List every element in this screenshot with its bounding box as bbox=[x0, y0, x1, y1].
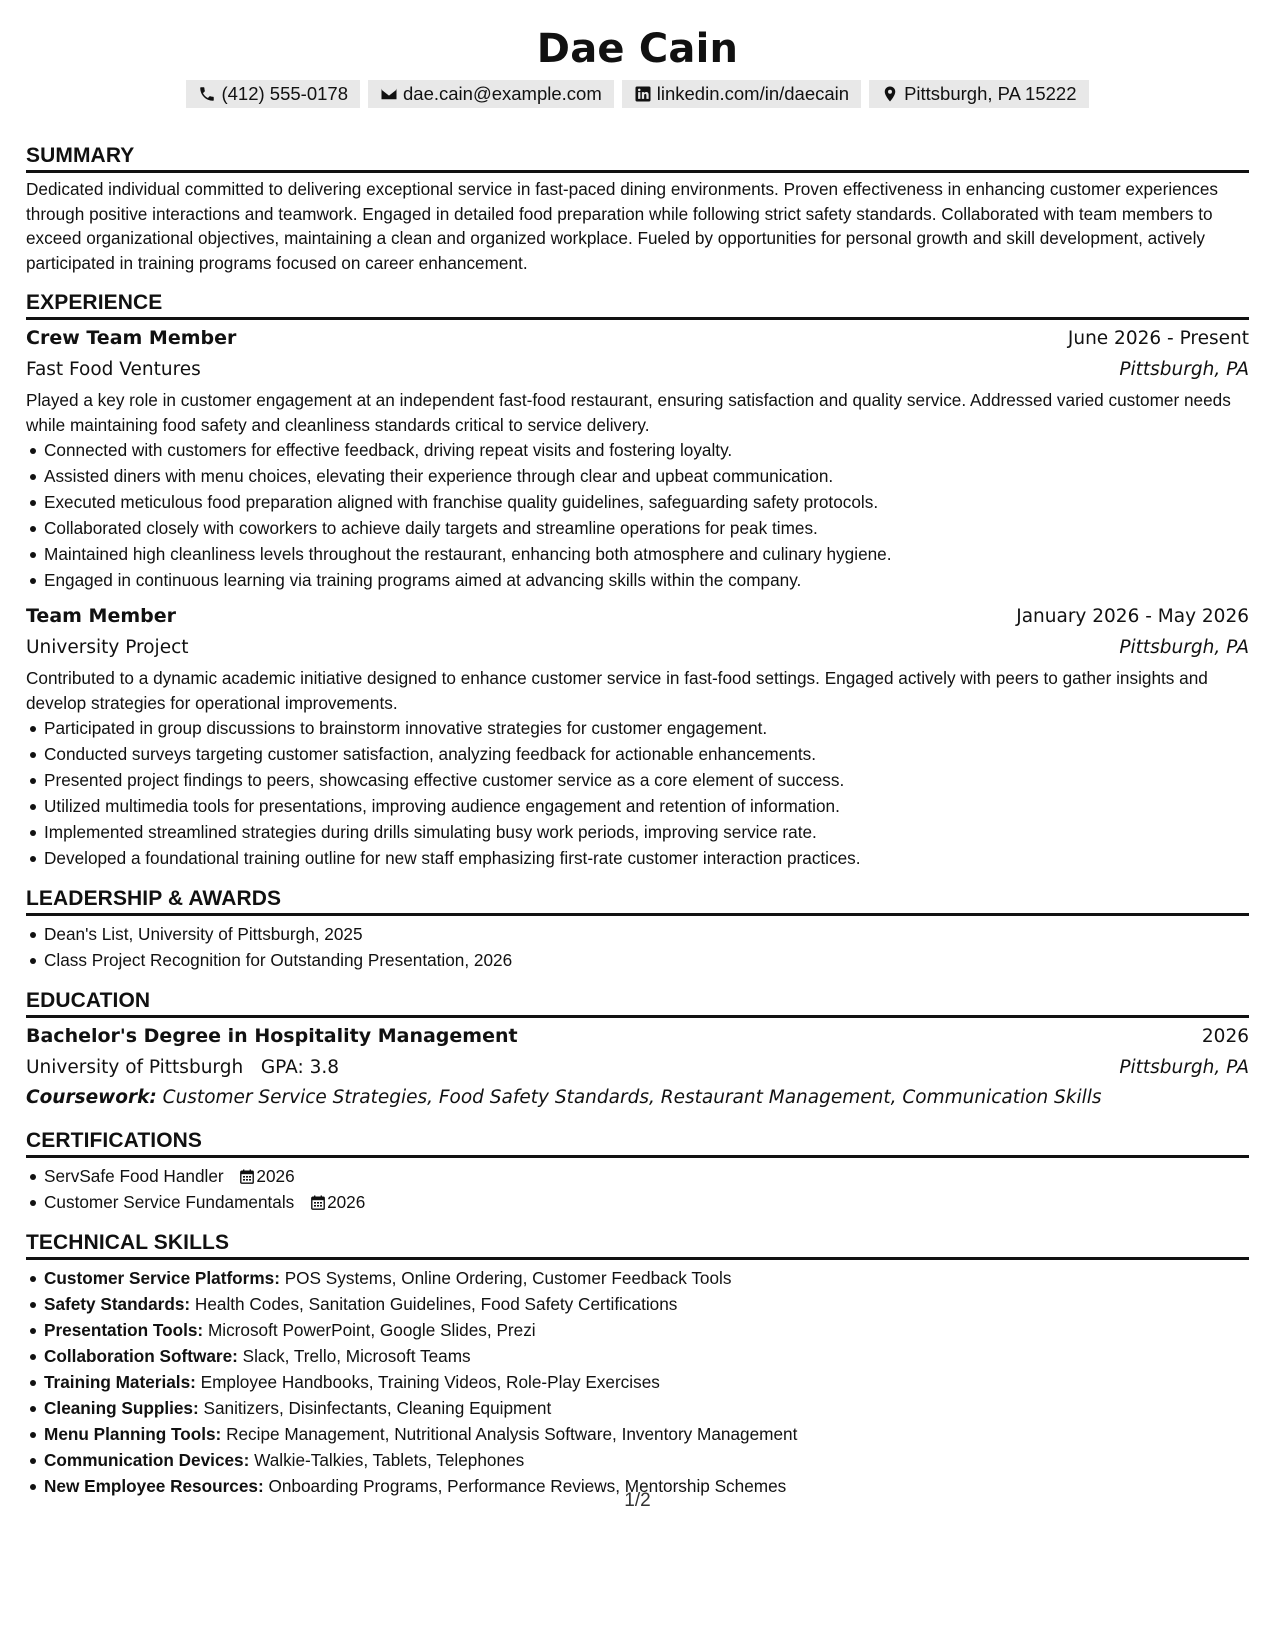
list-item: Executed meticulous food preparation aligned with franchise quality guidelines, safeguarding safety protocols. bbox=[44, 489, 1249, 515]
school-name: University of Pittsburgh bbox=[26, 1057, 244, 1078]
job-title: Crew Team Member bbox=[26, 327, 237, 349]
leadership-heading: LEADERSHIP & AWARDS bbox=[26, 885, 1249, 916]
job-entry bbox=[26, 323, 1249, 593]
skill-value: Walkie-Talkies, Tablets, Telephones bbox=[254, 1450, 525, 1470]
experience-heading: EXPERIENCE bbox=[26, 289, 1249, 320]
certifications-heading: CERTIFICATIONS bbox=[26, 1127, 1249, 1158]
contact-phone-text: (412) 555-0178 bbox=[221, 83, 348, 104]
degree-year: 2026 bbox=[1201, 1026, 1249, 1047]
skills-section bbox=[26, 1229, 1249, 1499]
skill-label: Safety Standards: bbox=[44, 1294, 191, 1314]
list-item: Maintained high cleanliness levels throughout the restaurant, enhancing both atmosphere and culinary hygiene. bbox=[44, 541, 1249, 567]
school-location: Pittsburgh, PA bbox=[1119, 1057, 1249, 1078]
gpa: GPA: 3.8 bbox=[260, 1057, 340, 1078]
list-item: Developed a foundational training outline for new staff emphasizing first-rate customer interaction practices. bbox=[44, 845, 1249, 871]
skill-label: Communication Devices: bbox=[44, 1450, 250, 1470]
job-bullets bbox=[26, 715, 1249, 871]
skill-label: Customer Service Platforms: bbox=[44, 1268, 280, 1288]
job-dates: January 2026 - May 2026 bbox=[1016, 606, 1249, 627]
contact-phone[interactable] bbox=[186, 80, 360, 108]
calendar-icon bbox=[311, 1195, 325, 1210]
list-item bbox=[44, 1189, 1249, 1215]
list-item: Dean's List, University of Pittsburgh, 2025 bbox=[44, 921, 1249, 947]
page-number: 1/2 bbox=[624, 1490, 651, 1511]
coursework-list: Customer Service Strategies, Food Safety Standards, Restaurant Management, Communication Skills bbox=[162, 1087, 1102, 1108]
list-item: Participated in group discussions to brainstorm innovative strategies for customer engagement. bbox=[44, 715, 1249, 741]
skill-label: Menu Planning Tools: bbox=[44, 1424, 222, 1444]
certifications-section bbox=[26, 1127, 1249, 1215]
leadership-section bbox=[26, 885, 1249, 973]
skill-value: Sanitizers, Disinfectants, Cleaning Equipment bbox=[203, 1398, 552, 1418]
job-dates: June 2026 - Present bbox=[1067, 328, 1249, 349]
skill-label: Presentation Tools: bbox=[44, 1320, 204, 1340]
summary-heading: SUMMARY bbox=[26, 142, 1249, 173]
list-item: Conducted surveys targeting customer satisfaction, analyzing feedback for actionable enhancements. bbox=[44, 741, 1249, 767]
job-description: Contributed to a dynamic academic initiative designed to enhance customer service in fast-food settings. Engaged actively with peers to gather insights and develop strategies for operational improvements. bbox=[26, 668, 1208, 713]
skill-label: Collaboration Software: bbox=[44, 1346, 238, 1366]
envelope-icon bbox=[380, 85, 398, 103]
skill-value: Recipe Management, Nutritional Analysis Software, Inventory Management bbox=[226, 1424, 798, 1444]
education-section bbox=[26, 987, 1249, 1113]
job-company: University Project bbox=[26, 637, 189, 658]
list-item: Class Project Recognition for Outstanding Presentation, 2026 bbox=[44, 947, 1249, 973]
coursework-label: Coursework: bbox=[26, 1087, 157, 1108]
skill-value: Employee Handbooks, Training Videos, Role-Play Exercises bbox=[200, 1372, 660, 1392]
contact-location-text: Pittsburgh, PA 15222 bbox=[904, 83, 1077, 104]
contact-bar bbox=[26, 80, 1249, 108]
phone-icon bbox=[198, 85, 216, 103]
contact-linkedin-text: linkedin.com/in/daecain bbox=[656, 83, 850, 104]
contact-location bbox=[869, 80, 1088, 108]
contact-email-text: dae.cain@example.com bbox=[403, 83, 602, 104]
job-company: Fast Food Ventures bbox=[26, 359, 201, 380]
skill-value: Microsoft PowerPoint, Google Slides, Prezi bbox=[207, 1320, 536, 1340]
list-item bbox=[44, 1291, 1249, 1317]
leadership-list bbox=[26, 921, 1249, 973]
job-entry bbox=[26, 601, 1249, 871]
linkedin-icon bbox=[634, 85, 652, 103]
list-item: Engaged in continuous learning via training programs aimed at advancing skills within the company. bbox=[44, 567, 1249, 593]
certifications-list bbox=[26, 1163, 1249, 1215]
list-item bbox=[44, 1369, 1249, 1395]
list-item: Connected with customers for effective feedback, driving repeat visits and fostering loyalty. bbox=[44, 437, 1249, 463]
list-item bbox=[44, 1317, 1249, 1343]
list-item bbox=[44, 1447, 1249, 1473]
list-item bbox=[44, 1395, 1249, 1421]
job-description: Played a key role in customer engagement at an independent fast-food restaurant, ensuring satisfaction and quality service. Addressed varied customer needs while maintaining food safety and cleanliness standards critical to service delivery. bbox=[26, 390, 1231, 435]
skill-label: Cleaning Supplies: bbox=[44, 1398, 199, 1418]
list-item bbox=[44, 1343, 1249, 1369]
skill-label: New Employee Resources: bbox=[44, 1476, 264, 1496]
contact-email[interactable] bbox=[368, 80, 614, 108]
list-item: Utilized multimedia tools for presentations, improving audience engagement and retention of information. bbox=[44, 793, 1249, 819]
list-item: Implemented streamlined strategies during drills simulating busy work periods, improving service rate. bbox=[44, 819, 1249, 845]
candidate-name: Dae Cain bbox=[536, 26, 739, 72]
skill-value: POS Systems, Online Ordering, Customer Feedback Tools bbox=[284, 1268, 732, 1288]
job-title: Team Member bbox=[26, 605, 177, 627]
job-location: Pittsburgh, PA bbox=[1119, 359, 1249, 380]
cert-year: 2026 bbox=[327, 1192, 366, 1212]
list-item bbox=[44, 1421, 1249, 1447]
list-item: Presented project findings to peers, showcasing effective customer service as a core element of success. bbox=[44, 767, 1249, 793]
list-item: Collaborated closely with coworkers to achieve daily targets and streamline operations for peak times. bbox=[44, 515, 1249, 541]
skill-value: Health Codes, Sanitation Guidelines, Food Safety Certifications bbox=[194, 1294, 678, 1314]
contact-linkedin[interactable] bbox=[622, 80, 861, 108]
resume-page bbox=[26, 22, 1249, 1499]
calendar-icon bbox=[240, 1169, 254, 1184]
education-heading: EDUCATION bbox=[26, 987, 1249, 1018]
coursework bbox=[26, 1083, 1249, 1113]
cert-name: ServSafe Food Handler bbox=[44, 1166, 224, 1186]
list-item: Assisted diners with menu choices, elevating their experience through clear and upbeat communication. bbox=[44, 463, 1249, 489]
experience-section bbox=[26, 289, 1249, 871]
skill-value: Onboarding Programs, Performance Reviews, Mentorship Schemes bbox=[268, 1476, 787, 1496]
skills-list bbox=[26, 1265, 1249, 1499]
summary-section bbox=[26, 142, 1249, 275]
summary-text: Dedicated individual committed to delivering exceptional service in fast-paced dining environments. Proven effectiveness in enhancing customer experiences through positive interactions and teamwork. Engaged in detailed food preparation while following strict safety standards. Collaborated with team members to exceed organizational objectives, maintaining a clean and organized workplace. Fueled by opportunities for personal growth and skill development, actively participated in training programs focused on career enhancement. bbox=[26, 179, 1219, 273]
list-item bbox=[44, 1265, 1249, 1291]
list-item bbox=[44, 1163, 1249, 1189]
degree-title: Bachelor's Degree in Hospitality Management bbox=[26, 1025, 518, 1047]
cert-year: 2026 bbox=[256, 1166, 295, 1186]
skill-label: Training Materials: bbox=[44, 1372, 196, 1392]
job-location: Pittsburgh, PA bbox=[1119, 637, 1249, 658]
skill-value: Slack, Trello, Microsoft Teams bbox=[242, 1346, 471, 1366]
job-bullets bbox=[26, 437, 1249, 593]
cert-name: Customer Service Fundamentals bbox=[44, 1192, 295, 1212]
map-pin-icon bbox=[881, 85, 899, 103]
skills-heading: TECHNICAL SKILLS bbox=[26, 1229, 1249, 1260]
